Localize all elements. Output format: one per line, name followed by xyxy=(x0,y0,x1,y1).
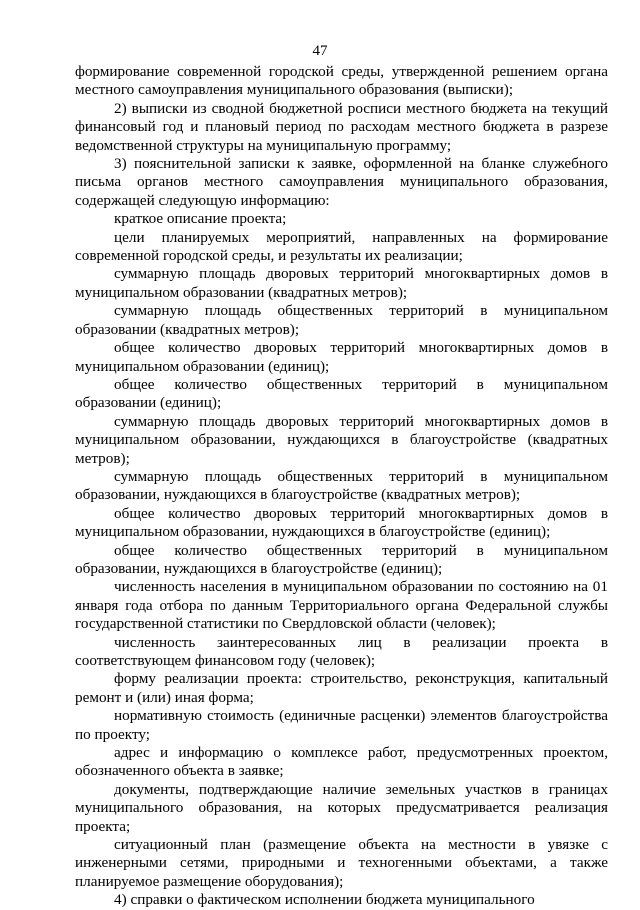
document-body xyxy=(75,63,608,910)
page-number: 47 xyxy=(312,43,328,59)
paragraph: документы, подтверждающие наличие земельных участков в границах муниципального образования, на которых предусматривается реализация проекта; xyxy=(75,780,608,835)
paragraph: суммарную площадь дворовых территорий многоквартирных домов в муниципальном образовании, нуждающихся в благоустройстве (квадратных метров); xyxy=(75,412,608,467)
paragraph: суммарную площадь общественных территорий в муниципальном образовании, нуждающихся в благоустройстве (квадратных метров); xyxy=(75,467,608,504)
paragraph: 3) пояснительной записки к заявке, оформленной на бланке служебного письма органов местного самоуправления муниципального образования, содержащей следующую информацию: xyxy=(75,155,608,209)
paragraph: форму реализации проекта: строительство, реконструкция, капитальный ремонт и (или) иная форма; xyxy=(75,670,608,706)
paragraph: общее количество дворовых территорий многоквартирных домов в муниципальном образовании, нуждающихся в благоустройстве (единиц); xyxy=(75,504,608,541)
paragraph: краткое описание проекта; xyxy=(114,210,287,228)
paragraph: 4) справки о фактическом исполнении бюджета муниципального xyxy=(114,891,535,909)
paragraph: формирование современной городской среды, утвержденной решением органа местного самоуправления муниципального образования (выписки); xyxy=(75,63,608,99)
paragraph: общее количество дворовых территорий многоквартирных домов в муниципальном образовании (единиц); xyxy=(75,339,608,375)
paragraph: ситуационный план (размещение объекта на местности в увязке с инженерными сетями, природными и техногенными объектами, а также планируемое размещение оборудования); xyxy=(75,836,608,890)
paragraph: численность населения в муниципальном образовании по состоянию на 01 января года отбора по данным Территориального органа Федеральной службы государственной статистики по Свердловской области (человек); xyxy=(75,578,608,633)
paragraph: общее количество общественных территорий в муниципальном образовании (единиц); xyxy=(75,375,608,412)
paragraph: цели планируемых мероприятий, направленных на формирование современной городской среды, и результаты их реализации; xyxy=(75,228,608,265)
paragraph: суммарную площадь общественных территорий в муниципальном образовании (квадратных метров); xyxy=(75,302,608,338)
paragraph: численность заинтересованных лиц в реализации проекта в соответствующем финансовом году (человек); xyxy=(75,633,608,669)
paragraph: адрес и информацию о комплексе работ, предусмотренных проектом, обозначенного объекта в заявке; xyxy=(75,744,608,780)
paragraph: нормативную стоимость (единичные расценки) элементов благоустройства по проекту; xyxy=(75,707,608,743)
paragraph: 2) выписки из сводной бюджетной росписи местного бюджета на текущий финансовый год и плановый период по расходам местного бюджета в разрезе ведомственной структуры на муниципальную программу; xyxy=(75,99,608,154)
paragraph: суммарную площадь дворовых территорий многоквартирных домов в муниципальном образовании (квадратных метров); xyxy=(75,265,608,301)
paragraph: общее количество общественных территорий в муниципальном образовании, нуждающихся в благоустройстве (единиц); xyxy=(75,541,608,577)
